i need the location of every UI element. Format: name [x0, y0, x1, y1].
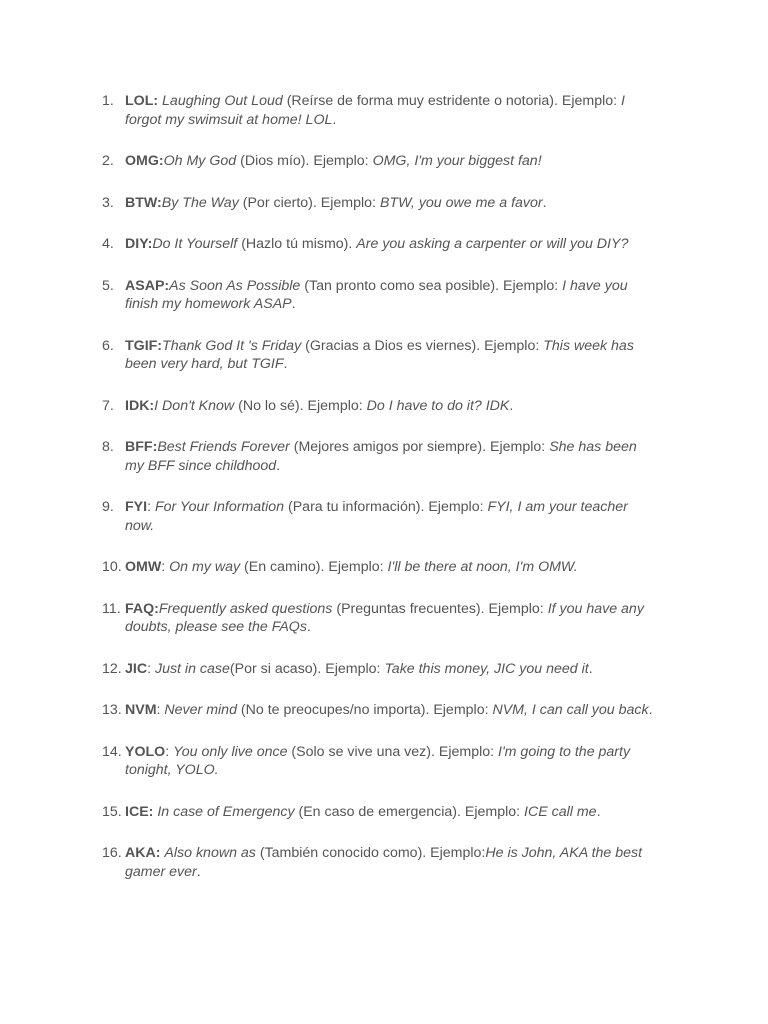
acronym: BTW:: [125, 194, 162, 211]
acronym-meaning: Frequently asked questions: [158, 600, 333, 617]
trailing-punctuation: .: [283, 356, 288, 372]
translation: (Hazlo tú mismo).: [237, 236, 357, 252]
item-number: 13.: [102, 702, 122, 718]
acronym-meaning: On my way: [169, 559, 241, 575]
list-item-bff: [98, 438, 658, 475]
item-number: 11.: [102, 600, 121, 617]
translation: (En caso de emergencia). Ejemplo:: [294, 803, 525, 820]
acronym-meaning: Also known as: [164, 845, 256, 861]
example-sentence: Take this money, JIC you need it: [384, 660, 589, 677]
acronym-meaning: Thank God It 's Friday: [162, 337, 302, 354]
acronym-meaning: Best Friends Forever: [157, 439, 290, 455]
trailing-punctuation: .: [291, 296, 296, 312]
list-item-omg: [98, 152, 658, 171]
list-item-aka: [98, 844, 658, 881]
acronym-meaning: For Your Information: [154, 499, 285, 515]
example-sentence: FYI, I am your teacher now.: [125, 499, 628, 534]
trailing-punctuation: .: [648, 702, 653, 718]
acronym: AKA:: [125, 845, 161, 861]
translation: (Tan pronto como sea posible). Ejemplo:: [300, 277, 563, 294]
acronym-meaning: Never mind: [164, 702, 237, 718]
list-item-fyi: [98, 498, 658, 535]
trailing-punctuation: .: [332, 111, 337, 128]
acronym: TGIF:: [125, 337, 163, 354]
list-item-diy: [98, 235, 658, 254]
translation: (Por si acaso). Ejemplo:: [229, 660, 385, 677]
item-number: 3.: [102, 194, 114, 211]
translation: (No lo sé). Ejemplo:: [234, 397, 367, 414]
acronym: DIY:: [125, 236, 153, 252]
translation: (En camino). Ejemplo:: [240, 559, 388, 575]
item-number: 9.: [102, 499, 114, 515]
list-item-jic: [98, 660, 658, 679]
acronym: OMG:: [125, 153, 164, 169]
translation: (También conocido como). Ejemplo:: [255, 845, 486, 861]
acronym: IDK:: [125, 397, 155, 414]
translation: (Dios mío). Ejemplo:: [236, 153, 373, 169]
item-number: 12.: [102, 660, 122, 677]
list-item-tgif: [98, 337, 658, 374]
example-sentence: I have you finish my homework ASAP: [125, 277, 628, 312]
acronym-list: [98, 92, 658, 904]
trailing-punctuation: .: [306, 619, 311, 635]
example-sentence: If you have any doubts, please see the FAQs: [125, 600, 644, 635]
example-sentence: I'll be there at noon, I'm OMW.: [387, 559, 578, 575]
item-number: 2.: [102, 153, 114, 169]
list-item-btw: [98, 194, 658, 213]
item-number: 7.: [102, 397, 114, 414]
acronym-meaning: Laughing Out Loud: [162, 93, 283, 109]
trailing-punctuation: .: [542, 194, 547, 211]
acronym-meaning: As Soon As Possible: [169, 277, 301, 294]
item-number: 6.: [102, 337, 114, 354]
separator: :: [147, 660, 155, 677]
trailing-punctuation: .: [588, 660, 593, 677]
example-sentence: Do I have to do it? IDK: [366, 397, 510, 414]
list-item-asap: [98, 277, 658, 314]
translation: (Solo se vive una vez). Ejemplo:: [287, 743, 499, 760]
translation: (Por cierto). Ejemplo:: [238, 194, 380, 211]
example-sentence: I'm going to the party tonight, YOLO.: [125, 743, 631, 778]
acronym: FYI: [125, 499, 148, 515]
acronym: ASAP:: [125, 277, 170, 294]
acronym-meaning: You only live once: [173, 743, 288, 760]
acronym-meaning: I Don't Know: [154, 397, 235, 414]
list-item-faq: [98, 600, 658, 637]
acronym: FAQ:: [125, 600, 159, 617]
item-number: 10.: [102, 559, 122, 575]
trailing-punctuation: .: [509, 397, 514, 414]
item-number: 1.: [102, 93, 114, 109]
acronym: NVM: [125, 702, 157, 718]
item-number: 4.: [102, 236, 114, 252]
item-number: 8.: [102, 439, 114, 455]
translation: (Para tu información). Ejemplo:: [284, 499, 488, 515]
acronym: ICE:: [125, 803, 154, 820]
translation: (Preguntas frecuentes). Ejemplo:: [332, 600, 548, 617]
item-number: 15.: [102, 803, 122, 820]
list-item-idk: [98, 397, 658, 416]
item-number: 16.: [102, 845, 122, 861]
translation: (Mejores amigos por siempre). Ejemplo:: [289, 439, 550, 455]
acronym-meaning: In case of Emergency: [157, 803, 295, 820]
list-item-nvm: [98, 701, 658, 720]
acronym-meaning: Oh My God: [163, 153, 237, 169]
acronym-meaning: Do It Yourself: [152, 236, 238, 252]
separator: :: [156, 702, 165, 718]
list-item-lol: [98, 92, 658, 129]
separator: :: [147, 499, 155, 515]
acronym: YOLO: [125, 743, 166, 760]
example-sentence: ICE call me: [524, 803, 597, 820]
acronym-meaning: Just in case: [154, 660, 230, 677]
translation: (Reírse de forma muy estridente o notoria). Ejemplo:: [282, 93, 622, 109]
example-sentence: OMG, I'm your biggest fan!: [372, 153, 542, 169]
trailing-punctuation: .: [196, 863, 201, 880]
trailing-punctuation: .: [276, 457, 281, 474]
list-item-omw: [98, 558, 658, 577]
acronym-meaning: By The Way: [161, 194, 239, 211]
acronym: OMW: [125, 559, 162, 575]
trailing-punctuation: .: [596, 803, 601, 820]
example-sentence: This week has been very hard, but TGIF: [125, 337, 634, 372]
example-sentence: She has been my BFF since childhood: [125, 439, 637, 474]
acronym: LOL:: [125, 93, 159, 109]
example-sentence: I forgot my swimsuit at home! LOL: [125, 93, 625, 128]
list-item-ice: [98, 803, 658, 822]
example-sentence: NVM, I can call you back: [492, 702, 649, 718]
item-number: 14.: [102, 743, 122, 760]
translation: (No te preocupes/no importa). Ejemplo:: [236, 702, 493, 718]
example-sentence: BTW, you owe me a favor: [379, 194, 543, 211]
example-sentence: Are you asking a carpenter or will you DIY?: [356, 236, 629, 252]
translation: (Gracias a Dios es viernes). Ejemplo:: [301, 337, 544, 354]
acronym: JIC: [125, 660, 148, 677]
acronym: BFF:: [125, 439, 158, 455]
example-sentence: He is John, AKA the best gamer ever: [125, 845, 643, 880]
item-number: 5.: [102, 277, 114, 294]
separator: :: [165, 743, 174, 760]
list-item-yolo: [98, 743, 658, 780]
separator: :: [161, 559, 170, 575]
